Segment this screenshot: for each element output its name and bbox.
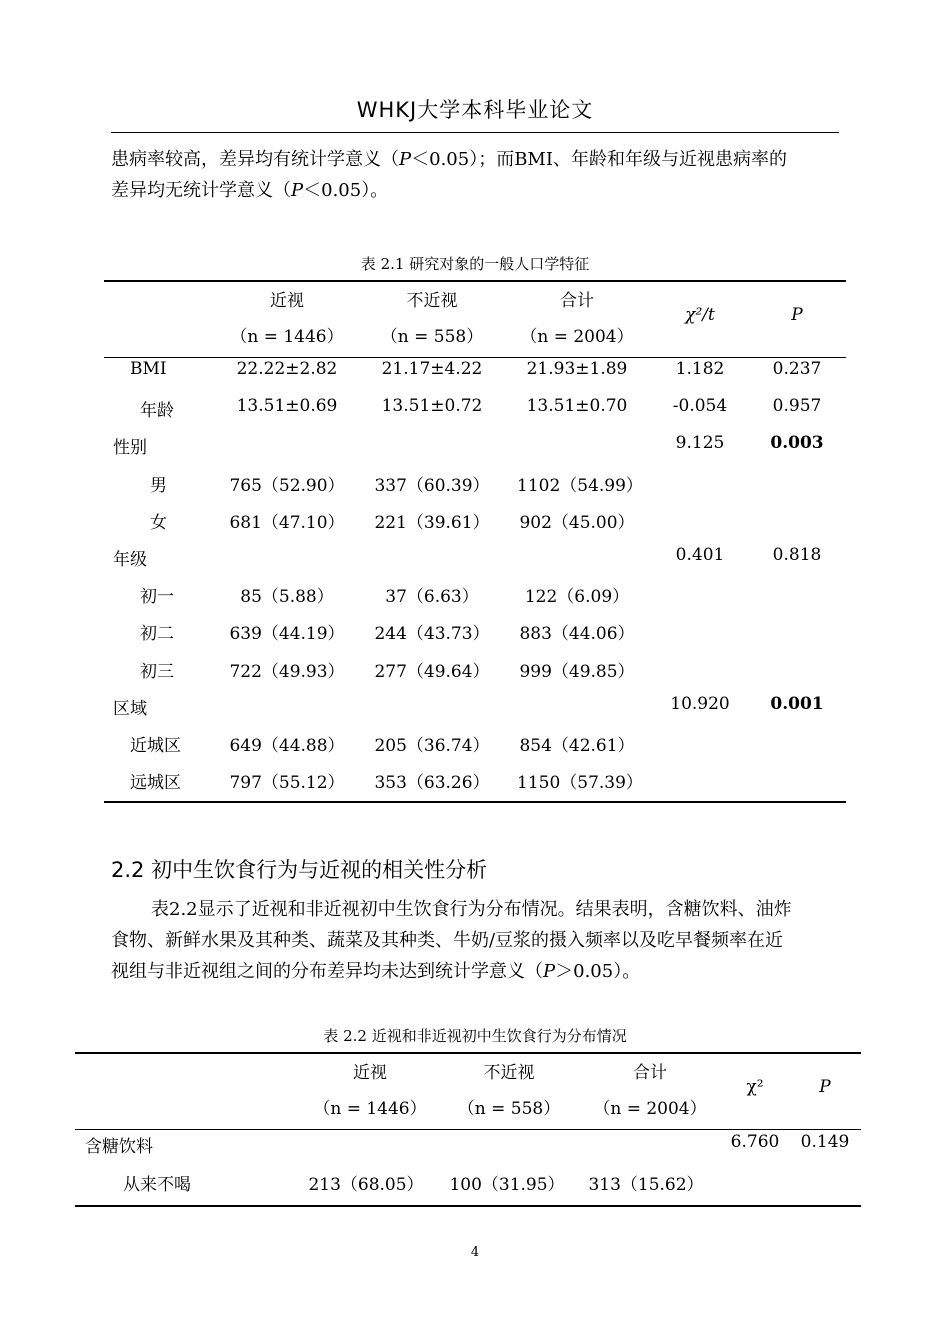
row-label: 区域 [113, 698, 147, 719]
table2-caption: 表 2.2 近视和非近视初中生饮食行为分布情况 [323, 1027, 627, 1045]
cell-p: 0.957 [772, 396, 822, 417]
cell-total: 122（6.09） [524, 587, 630, 608]
cell-chi: 9.125 [675, 433, 725, 454]
row-label: 初三 [140, 661, 174, 682]
cell-total: 883（44.06） [519, 624, 635, 645]
table1-col-n: （n = 558） [380, 327, 484, 347]
cell-total: 13.51±0.70 [526, 396, 628, 417]
cell-non-myopia: 337（60.39） [374, 475, 490, 496]
intro-paragraph: 患病率较高，差异均有统计学意义（P＜0.05）；而BMI、年龄和年级与近视患病率的 差异均无统计学意义（P＜0.05）。 [111, 149, 787, 201]
page-number: 4 [470, 1245, 480, 1260]
row-label: 女 [150, 512, 167, 533]
table1-col-n: （n = 1446） [230, 327, 344, 347]
table1-bottom-rule [104, 801, 846, 803]
row-label: 含糖饮料 [85, 1137, 153, 1157]
cell-chi: 6.760 [730, 1132, 780, 1152]
cell-total: 854（42.61） [519, 736, 635, 756]
row-label: 远城区 [130, 773, 181, 794]
cell-p: 0.001 [770, 693, 824, 714]
row-label: 初一 [140, 587, 174, 608]
header-divider [111, 132, 839, 133]
cell-non-myopia: 37（6.63） [385, 587, 479, 608]
page-header-title: WHKJ大学本科毕业论文 [356, 98, 594, 122]
table2-col-n: （n = 1446） [313, 1099, 427, 1119]
cell-myopia: 22.22±2.82 [236, 359, 338, 379]
cell-non-myopia: 353（63.26） [374, 773, 490, 794]
table1-chi-header: χ²/t [685, 305, 715, 325]
cell-myopia: 765（52.90） [229, 475, 345, 496]
cell-non-myopia: 277（49.64） [374, 661, 490, 682]
cell-myopia: 85（5.88） [240, 587, 334, 608]
row-label: 初二 [140, 624, 174, 645]
table2-bottom-rule [75, 1205, 861, 1207]
table1-col-header: 不近视 [406, 291, 458, 311]
table1-col-n: （n = 2004） [520, 327, 634, 347]
cell-total: 1102（54.99） [517, 475, 643, 496]
cell-total: 21.93±1.89 [526, 359, 628, 379]
table1-col-header: 近视 [270, 291, 304, 311]
cell-non-myopia: 13.51±0.72 [381, 396, 483, 417]
table2-col-header: 近视 [353, 1063, 387, 1083]
cell-chi: -0.054 [672, 396, 728, 417]
row-label: 年级 [113, 550, 147, 570]
cell-total: 999（49.85） [519, 661, 635, 682]
cell-p: 0.149 [800, 1132, 850, 1152]
table1-p-header: P [791, 305, 803, 325]
cell-myopia: 681（47.10） [229, 512, 345, 533]
cell-total: 313（15.62） [588, 1175, 704, 1195]
row-label: 性别 [113, 438, 147, 459]
cell-p: 0.003 [770, 433, 824, 454]
table1-header-rule [104, 357, 846, 358]
table2-col-header: 合计 [633, 1063, 667, 1083]
row-label: BMI [130, 359, 167, 379]
cell-chi: 1.182 [675, 359, 725, 379]
cell-non-myopia: 100（31.95） [449, 1175, 565, 1195]
cell-total: 1150（57.39） [517, 773, 643, 794]
cell-total: 902（45.00） [519, 512, 635, 533]
cell-p: 0.818 [772, 545, 822, 565]
section-heading: 2.2 初中生饮食行为与近视的相关性分析 [111, 858, 488, 882]
table2-col-header: 不近视 [483, 1063, 535, 1083]
cell-myopia: 722（49.93） [229, 661, 345, 682]
cell-non-myopia: 205（36.74） [374, 736, 490, 756]
row-label: 从来不喝 [123, 1175, 191, 1195]
table2-chi-header: χ² [746, 1077, 764, 1097]
cell-myopia: 13.51±0.69 [236, 396, 338, 417]
table2-p-header: P [819, 1077, 831, 1097]
cell-p: 0.237 [772, 359, 822, 379]
cell-myopia: 797（55.12） [229, 773, 345, 794]
cell-chi: 10.920 [670, 693, 730, 714]
cell-myopia: 639（44.19） [229, 624, 345, 645]
table2-top-rule [75, 1052, 861, 1054]
cell-non-myopia: 21.17±4.22 [381, 359, 483, 379]
row-label: 男 [150, 475, 167, 496]
table1-caption: 表 2.1 研究对象的一般人口学特征 [360, 255, 590, 273]
row-label: 年龄 [140, 401, 174, 422]
cell-non-myopia: 244（43.73） [374, 624, 490, 645]
cell-non-myopia: 221（39.61） [374, 512, 490, 533]
table2-col-n: （n = 2004） [593, 1099, 707, 1119]
table1-top-rule [104, 280, 846, 282]
table1-col-header: 合计 [560, 291, 594, 311]
table2-header-rule [75, 1129, 861, 1130]
cell-myopia: 213（68.05） [308, 1175, 424, 1195]
table2-col-n: （n = 558） [457, 1099, 561, 1119]
cell-chi: 0.401 [675, 545, 725, 565]
cell-myopia: 649（44.88） [229, 736, 345, 756]
body-paragraph: 表2.2显示了近视和非近视初中生饮食行为分布情况。结果表明，含糖饮料、油炸 食物、新鲜水果及其种类、蔬菜及其种类、牛奶/豆浆的摄入频率以及吃早餐频率在近 视组与非近视组之间的分布差异均未达到统计学意义（P＞0.05）。 [111, 899, 792, 982]
row-label: 近城区 [130, 736, 181, 756]
